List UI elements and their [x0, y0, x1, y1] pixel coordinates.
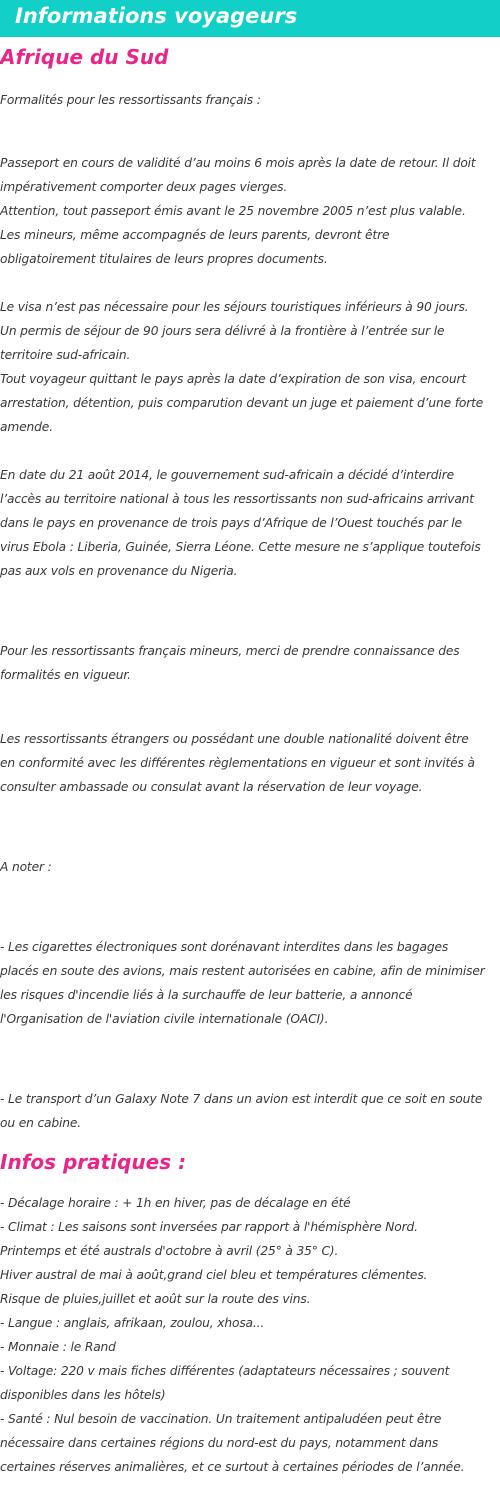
text-line: Tout voyageur quittant le pays après la date d’expiration de son visa, encourt	[0, 372, 467, 386]
text-line: pas aux vols en provenance du Nigeria.	[0, 564, 238, 578]
text-line: l'Organisation de l'aviation civile internationale (OACI).	[0, 1012, 329, 1026]
text-line: Passeport en cours de validité d’au moins 6 mois après la date de retour. Il doit	[0, 156, 476, 170]
info-line: nécessaire dans certaines régions du nord-est du pays, notamment dans	[0, 1436, 439, 1450]
cigarettes-paragraph	[0, 935, 500, 1031]
infos-list	[0, 1191, 500, 1479]
text-line: Attention, tout passeport émis avant le 25 novembre 2005 n’est plus valable.	[0, 204, 466, 218]
formalites-intro-line: Formalités pour les ressortissants français :	[0, 93, 261, 107]
text-line: Les mineurs, même accompagnés de leurs parents, devront être	[0, 228, 390, 242]
text-line: - Les cigarettes électroniques sont dorénavant interdites dans les bagages	[0, 940, 449, 954]
text-line: - Le transport d’un Galaxy Note 7 dans un avion est interdit que ce soit en soute	[0, 1092, 483, 1106]
text-line: dans le pays en provenance de trois pays d’Afrique de l’Ouest touchés par le	[0, 516, 462, 530]
text-line: Les ressortissants étrangers ou possédant une double nationalité doivent être	[0, 732, 469, 746]
page-title: Informations voyageurs	[15, 4, 298, 28]
text-line: impérativement comporter deux pages vierges.	[0, 180, 288, 194]
country-title: Afrique du Sud	[0, 45, 169, 69]
info-line: Printemps et été australs d'octobre à avril (25° à 35° C).	[0, 1244, 339, 1258]
header-bar	[0, 0, 500, 37]
info-line: - Santé : Nul besoin de vaccination. Un traitement antipaludéen peut être	[0, 1412, 442, 1426]
text-line: Le visa n’est pas nécessaire pour les séjours touristiques inférieurs à 90 jours.	[0, 300, 469, 314]
text-line: amende.	[0, 420, 53, 434]
text-line: formalités en vigueur.	[0, 668, 131, 682]
text-line: arrestation, détention, puis comparution devant un juge et paiement d’une forte	[0, 396, 484, 410]
text-line: Pour les ressortissants français mineurs, merci de prendre connaissance des	[0, 644, 460, 658]
text-line: Un permis de séjour de 90 jours sera délivré à la frontière à l’entrée sur le	[0, 324, 445, 338]
text-line: ou en cabine.	[0, 1116, 82, 1130]
passport-paragraph	[0, 151, 500, 271]
info-line: Hiver austral de mai à août,grand ciel bleu et températures clémentes.	[0, 1268, 428, 1282]
formalites-intro	[0, 88, 500, 112]
info-line: Risque de pluies,juillet et août sur la route des vins.	[0, 1292, 311, 1306]
anoter-label	[0, 855, 500, 879]
galaxy-paragraph	[0, 1087, 500, 1135]
text-line: virus Ebola : Liberia, Guinée, Sierra Léone. Cette mesure ne s’applique toutefois	[0, 540, 481, 554]
text-line: A noter :	[0, 860, 52, 874]
info-line: - Voltage: 220 v mais fiches différentes (adaptateurs nécessaires ; souvent	[0, 1364, 450, 1378]
info-line: - Décalage horaire : + 1h en hiver, pas de décalage en été	[0, 1196, 351, 1210]
info-line: certaines réserves animalières, et ce surtout à certaines périodes de l’année.	[0, 1460, 465, 1474]
ebola-paragraph	[0, 463, 500, 583]
text-line: consulter ambassade ou consulat avant la réservation de leur voyage.	[0, 780, 423, 794]
visa-paragraph	[0, 295, 500, 439]
info-line: disponibles dans les hôtels)	[0, 1388, 166, 1402]
info-line: - Monnaie : le Rand	[0, 1340, 116, 1354]
infos-title: Infos pratiques :	[0, 1150, 187, 1174]
text-line: obligatoirement titulaires de leurs propres documents.	[0, 252, 328, 266]
mineurs-paragraph	[0, 639, 500, 687]
text-line: placés en soute des avions, mais restent autorisées en cabine, afin de minimiser	[0, 964, 485, 978]
text-line: les risques d'incendie liés à la surchauffe de leur batterie, a annoncé	[0, 988, 413, 1002]
text-line: territoire sud-africain.	[0, 348, 131, 362]
text-line: en conformité avec les différentes règlementations en vigueur et sont invités à	[0, 756, 475, 770]
text-line: l’accès au territoire national à tous les ressortissants non sud-africains arrivant	[0, 492, 474, 506]
info-line: - Langue : anglais, afrikaan, zoulou, xhosa...	[0, 1316, 265, 1330]
text-line: En date du 21 août 2014, le gouvernement sud-africain a décidé d’interdire	[0, 468, 454, 482]
etrangers-paragraph	[0, 727, 500, 799]
info-line: - Climat : Les saisons sont inversées par rapport à l'hémisphère Nord.	[0, 1220, 418, 1234]
